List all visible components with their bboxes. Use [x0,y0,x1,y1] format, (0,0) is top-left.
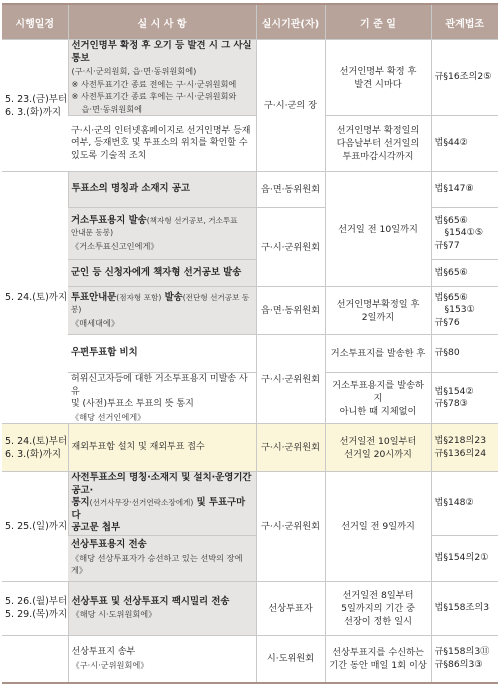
law-line: 법§158조의3 [434,601,490,613]
law-line: §154①⑤ [444,227,484,239]
standard-cell [325,116,431,172]
law-cell [431,116,498,172]
standard-line: 선거인명부확정일 후 [336,298,420,310]
agency-cell: 읍·면·동위원회 [256,287,325,335]
table-row [2,40,498,116]
item-title: 및 투표구마다 [71,497,246,521]
law-line: 법§148② [434,497,474,508]
law-line: 규§80 [434,347,460,359]
item-cell [68,472,256,536]
standard-line: 투표마감시각까지 [342,151,414,162]
schedule-date [2,172,68,424]
date-line: 5. 23.(금)부터 [5,93,68,105]
table-row [2,472,498,536]
law-cell [431,172,498,208]
standard-line: 아니한 때 지체없이 [339,405,417,417]
item-note: ※ 사전투표기간 종료 전에는 구·시·군위원회에 [71,78,237,89]
law-line: 법§154의2① [434,551,489,563]
agency-cell: 구·시·군위원회 [256,335,325,424]
law-line: 규§16조의2⑤ [434,71,492,83]
agency-cell: 시·도위원회 [256,635,325,683]
item-cell [68,581,256,635]
schedule-date [2,40,68,172]
law-line: 법§44② [434,137,468,149]
item-line: 재외투표함 설치 및 재외투표 접수 [71,442,205,453]
date-line: 6. 3.(화)까지 [5,106,62,118]
item-cell [68,535,256,581]
table-row [2,581,498,635]
law-line: 규§78③ [434,398,468,409]
item-line: 여부, 등재번호 및 투표소의 위치를 확인할 수 [71,138,248,149]
standard-line: 거소투표지를 발송한 후 [330,348,426,359]
agency-cell: 구·시·군위원회 [256,424,325,472]
standard-line: 선거일 전 9일까지 [341,520,415,532]
standard-line: 선장이 정한 일시 [344,615,412,627]
standard-line: 다음날부터 선거일의 [336,138,420,149]
item-title: 사전투표소의 명칭·소재지 및 설치·운영기간 공고· [71,472,252,496]
item-sub: 안내문 동봉) [71,228,114,238]
item-title: 투표소의 명칭과 소재지 공고 [71,183,190,195]
date-line: 6. 3.(화)까지 [5,448,62,460]
agency-cell: 선상투표자 [256,581,325,635]
standard-cell [325,581,431,635]
standard-line: 선거일 전 10일까지 [338,223,418,235]
item-cell [68,373,256,424]
law-line: 법§65⑥ [434,214,468,226]
law-cell [431,260,498,287]
law-cell [431,208,498,260]
law-cell [431,535,498,581]
date-line: 5. 24.(토)까지 [5,292,68,303]
table-row [2,287,498,335]
standard-line: 선거인명부 확정일의 [336,125,420,136]
date-line: 5. 26.(월)부터 [5,596,68,607]
item-title: 우편투표함 비치 [71,347,138,359]
item-cell [68,335,256,373]
agency-cell: 읍·면·동위원회 [256,172,325,208]
law-line: 규§86의3③ [434,658,483,670]
agency-cell: 구·시·군의 장 [256,40,325,172]
item-line: 선상투표지 송부 [71,647,136,658]
law-line: 법§154② [434,385,474,397]
item-title: 선상투표용지 전송 [71,539,147,551]
item-note: 《거소투표신고인에게》 [71,240,159,251]
item-title: 공고문 첩부 [71,522,121,533]
item-title: 군인 등 신청자에게 책자형 선거공보 발송 [71,266,242,278]
standard-cell [325,335,431,373]
standard-cell [325,40,431,116]
law-line: §153① [444,304,475,316]
item-line: 구·시·군의 인터넷홈페이지로 선거인명부 등재 [71,125,251,136]
item-title: 발송 [161,291,183,303]
item-cell [68,424,256,472]
table-row [2,172,498,208]
schedule-date-empty [2,635,68,683]
law-line: 법§218의23 [434,435,487,446]
item-title: 선상투표 및 선상투표지 팩시밀리 전송 [71,595,230,607]
header-item: 실 시 사 항 [68,4,256,40]
header-law: 관계법조 [431,4,498,40]
schedule-date [2,472,68,582]
item-title: 통지 [71,497,90,508]
schedule-date [2,424,68,472]
date-line: 5. 25.(일)까지 [5,520,68,532]
date-line: 5. 29.(목)까지 [5,609,68,620]
header-agency: 실시기관(자) [256,4,325,40]
standard-line: 2일까지 [361,311,395,323]
agency-cell: 구·시·군위원회 [256,208,325,287]
law-line: 법§65⑥ [434,266,468,278]
law-cell [431,287,498,335]
table-row [2,635,498,683]
standard-line: 선거일전 8일부터 [342,589,414,601]
standard-cell [325,635,431,683]
law-cell [431,335,498,373]
item-line: 및 (사전)투표소 투표의 뜻 통지 [71,399,194,409]
standard-line: 선거일전 10일부터 [339,435,417,447]
table-row [2,373,498,424]
standard-line: 기간 동안 매일 1회 이상 [329,659,427,671]
item-line: 있도록 기술적 조치 [71,150,147,161]
item-cell [68,172,256,208]
standard-line: 발견 시마다 [354,78,402,90]
item-note: 《해당 시·도위원회에》 [71,609,157,619]
item-note: 《구·시·군위원회에》 [71,659,149,670]
standard-cell [325,373,431,424]
law-line: 법§65⑥ [434,291,468,303]
item-note: ※ 사전투표기간 종료 후에는 구·시·군위원회와 [71,91,237,101]
date-line: 5. 24.(토)부터 [5,435,68,447]
item-note: (구·시·군의원회, 읍·면·동위원회에) [71,66,197,76]
table-row [2,116,498,172]
law-line: 규§136의24 [434,447,487,459]
standard-cell [325,472,431,582]
item-sub: (선거사무장·선거연락소장에게) [89,498,194,507]
election-schedule-table [2,3,498,684]
item-title: 거소투표용지 발송 [71,214,147,226]
table-row [2,335,498,373]
item-line: 허위신고자등에 대한 거소투표용지 미발송 사유 [71,374,248,397]
item-note: 《해당 선거인에게》 [71,411,146,422]
law-cell [431,40,498,116]
law-cell [431,581,498,635]
law-cell [431,424,498,472]
standard-line: 5일까지의 기간 중 [341,602,415,614]
standard-line: 선상투표지를 수신하는 [332,646,424,658]
item-cell [68,260,256,287]
law-cell [431,373,498,424]
table-row [2,424,498,472]
header-date: 시행일정 [2,4,68,40]
item-title: 선거인명부 확정 후 오기 등 발견 시 그 사실 통보 [71,40,252,64]
law-line: 법§147⑧ [434,183,474,195]
item-sub: (점자형 포함) [116,292,162,302]
item-note: 읍·면·동위원회에 [81,103,143,114]
law-line: 규§77 [434,239,460,251]
header-standard: 기 준 일 [325,4,431,40]
schedule-date [2,581,68,635]
item-cell [68,635,256,683]
agency-cell: 구·시·군위원회 [256,472,325,582]
item-cell [68,208,256,260]
item-note: 《매세대에》 [71,317,120,328]
item-title: 투표안내문 [71,291,117,303]
item-cell [68,40,256,116]
standard-line: 거소투표용지를 발송하지 [332,379,424,404]
item-sub: (전단형 선거공보 동봉) [71,292,250,315]
law-cell [431,635,498,683]
law-line: 규§158의3⑪ [434,646,490,658]
standard-line: 선거인명부 확정 후 [339,65,417,77]
item-note: 《해당 선상투표자가 승선하고 있는 선박의 장에게》 [71,552,243,576]
standard-cell [325,424,431,472]
item-sub: (책자형 선거공보, 거소투표 [146,215,238,225]
item-cell [68,116,256,172]
law-line: 규§76 [434,316,460,328]
law-cell [431,472,498,536]
item-cell [68,287,256,335]
standard-line: 선거일 20시까지 [344,448,412,460]
standard-cell [325,172,431,287]
header-row [2,4,498,40]
standard-cell [325,287,431,335]
